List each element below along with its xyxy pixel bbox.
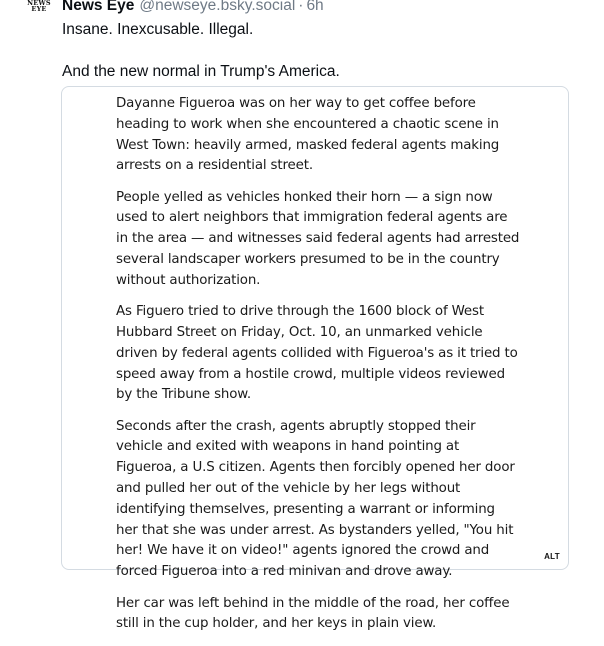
post-time[interactable]: 6h	[306, 0, 324, 14]
embedded-image[interactable]	[61, 86, 569, 632]
header-separator: ·	[298, 0, 304, 14]
article-paragraph: Seconds after the crash, agents abruptly stopped their vehicle and exited with weapons in hand pointing at Figueroa, a U.S citizen. Agents then forcibly opened her door and pulled her out of the vehicle by her legs without identifying themselves, presenting a warrant or informing her that she was under arrest. As bystanders yelled, "You hit her! We have it on video!" agents ignored the crowd and forced Figueroa into a red minivan and drove away.	[116, 418, 515, 580]
author-name[interactable]: News Eye	[62, 0, 135, 14]
alt-text-badge[interactable]: ALT	[540, 550, 564, 564]
post-text	[62, 19, 582, 82]
article-paragraph: Dayanne Figueroa was on her way to get coffee before heading to work when she encountered a chaotic scene in West Town: heavily armed, masked federal agents making arrests on a residential street.	[116, 96, 500, 174]
article-paragraph: Her car was left behind in the middle of the road, her coffee still in the cup holder, and her keys in plain view.	[116, 595, 510, 632]
article-text	[116, 94, 520, 646]
author-handle[interactable]: @newseye.bsky.social	[139, 0, 296, 14]
article-paragraph: As Figuero tried to drive through the 1600 block of West Hubbard Street on Friday, Oct. 10, an unmarked vehicle driven by federal agents collided with Figueroa's as it tried to speed away from a hostile crowd, multiple videos reviewed by the Tribune show.	[116, 304, 518, 403]
post-header	[62, 0, 324, 19]
article-paragraph: People yelled as vehicles honked their horn — a sign now used to alert neighbors that immigration federal agents are in the area — and witnesses said federal agents had arrested several landscaper workers presumed to be in the country without authorization.	[116, 189, 520, 288]
avatar[interactable]	[26, 0, 52, 14]
post-text-line: And the new normal in Trump's America.	[62, 63, 340, 80]
avatar-text-line-2: EYE	[31, 5, 47, 13]
avatar-text-line-1: NEWS	[27, 0, 51, 7]
post-text-line: Insane. Inexcusable. Illegal.	[62, 21, 254, 38]
